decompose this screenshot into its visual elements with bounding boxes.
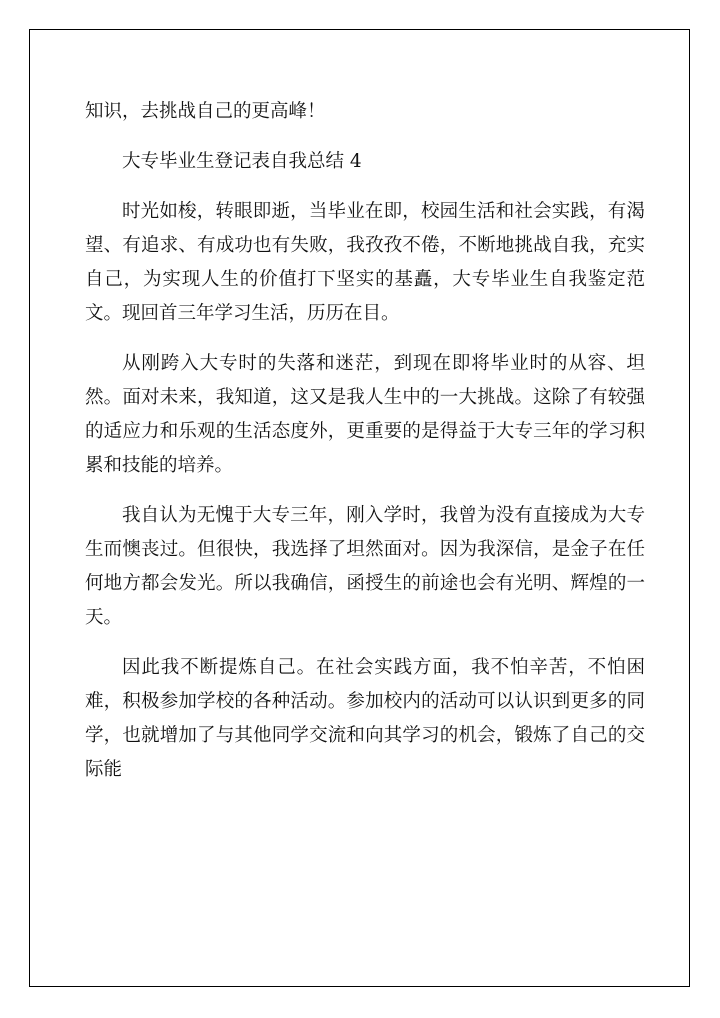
paragraph-2: 时光如梭，转眼即逝，当毕业在即，校园生活和社会实践，有渴望、有追求、有成功也有失败，我孜孜不倦，不断地挑战自我，充实自己，为实现人生的价值打下坚实的基矗，大专毕业生自我鉴定范文。现回首三年学习生活，历历在目。 (85, 201, 645, 324)
paragraph-4: 我自认为无愧于大专三年，刚入学时，我曾为没有直接成为大专生而懊丧过。但很快，我选择了坦然面对。因为我深信，是金子在任何地方都会发光。所以我确信，函授生的前途也会有光明、辉煌的一天。 (85, 505, 645, 628)
paragraph-1: 知识，去挑战自己的更高峰！ (85, 101, 326, 122)
paragraph-3: 从刚跨入大专时的失落和迷茫，到现在即将毕业时的从容、坦然。面对未来，我知道，这又是我人生中的一大挑战。这除了有较强的适应力和乐观的生活态度外，更重要的是得益于大专三年的学习积累和技能的培养。 (85, 353, 645, 476)
paragraph-5: 因此我不断提炼自己。在社会实践方面，我不怕辛苦，不怕困难，积极参加学校的各种活动。参加校内的活动可以认识到更多的同学，也就增加了与其他同学交流和向其学习的机会，锻炼了自己的交际能 (85, 657, 645, 780)
document-body (85, 95, 645, 803)
section-heading: 大专毕业生登记表自我总结 4 (122, 151, 362, 172)
